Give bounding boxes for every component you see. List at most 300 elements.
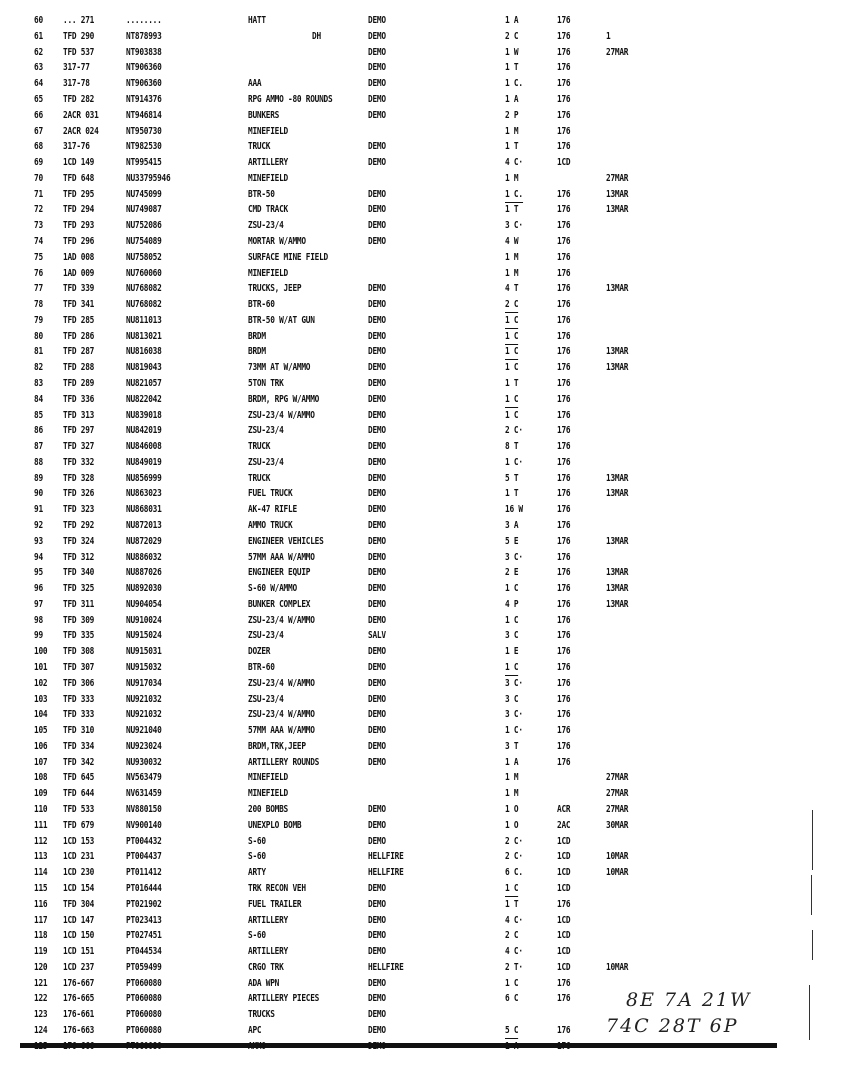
unit-id: 176-661 bbox=[63, 1009, 95, 1021]
unit-id: TFD 310 bbox=[63, 725, 95, 737]
target-description: TRUCK bbox=[248, 441, 271, 453]
grid-coordinate: NU887026 bbox=[126, 567, 162, 579]
grid-coordinate: NU839018 bbox=[126, 409, 162, 421]
target-description: ENGINEER EQUIP bbox=[248, 567, 311, 579]
action: HELLFIRE bbox=[368, 961, 404, 973]
action: DEMO bbox=[368, 62, 386, 74]
date: 13MAR bbox=[606, 346, 629, 358]
target-description: CRGO TRK bbox=[248, 961, 284, 973]
unit-id: 1CD 237 bbox=[63, 961, 95, 973]
unit-id: 1CD 151 bbox=[63, 946, 95, 957]
date: 1 bbox=[606, 30, 611, 42]
row-number: 102 bbox=[34, 677, 48, 689]
grid-coordinate: NU768082 bbox=[126, 283, 162, 295]
table-row bbox=[0, 944, 800, 959]
row-number: 85 bbox=[34, 409, 43, 421]
quantity-code: 4 T bbox=[505, 283, 519, 295]
target-description: BRDM bbox=[248, 346, 266, 358]
table-row bbox=[0, 502, 800, 517]
action: DEMO bbox=[368, 299, 386, 310]
target-description: APC bbox=[248, 1024, 262, 1036]
target-description: MORTAR W/AMMO bbox=[248, 235, 306, 247]
unit-id: TFD 340 bbox=[63, 567, 95, 579]
destination-unit: 176 bbox=[557, 598, 571, 610]
grid-coordinate: NU811013 bbox=[126, 314, 162, 326]
row-number: 90 bbox=[34, 488, 43, 500]
action: DEMO bbox=[368, 409, 386, 421]
quantity-code: 2 T· bbox=[505, 961, 523, 973]
grid-coordinate: NU813021 bbox=[126, 330, 162, 342]
action: DEMO bbox=[368, 882, 386, 894]
unit-id: TFD 304 bbox=[63, 898, 95, 910]
destination-unit: 1CD bbox=[557, 157, 571, 168]
action: DEMO bbox=[368, 725, 386, 737]
quantity-code: 1 M bbox=[505, 172, 519, 184]
quantity-code: 1 C. bbox=[505, 78, 523, 90]
row-number: 113 bbox=[34, 851, 48, 863]
destination-unit: 176 bbox=[557, 630, 571, 642]
unit-id: 1CD 231 bbox=[63, 851, 95, 863]
action: DEMO bbox=[368, 220, 386, 232]
table-row bbox=[0, 376, 800, 391]
table-row bbox=[0, 408, 800, 423]
action: DEMO bbox=[368, 520, 386, 531]
unit-id: TFD 308 bbox=[63, 646, 95, 658]
grid-coordinate: NU917034 bbox=[126, 677, 162, 689]
destination-unit: 176 bbox=[557, 283, 571, 295]
quantity-code: 4 C· bbox=[505, 157, 523, 168]
target-description: FUEL TRAILER bbox=[248, 898, 302, 910]
table-row bbox=[0, 660, 800, 675]
action: DEMO bbox=[368, 646, 386, 658]
target-description: TRUCKS bbox=[248, 1009, 275, 1021]
quantity-code: 2 C· bbox=[505, 851, 523, 863]
target-description: S-60 bbox=[248, 930, 266, 942]
quantity-code: 2 C bbox=[505, 30, 519, 42]
table-row bbox=[0, 881, 800, 896]
table-row bbox=[0, 534, 800, 549]
unit-id: TFD 309 bbox=[63, 614, 95, 626]
grid-coordinate: PT044534 bbox=[126, 946, 162, 957]
row-number: 117 bbox=[34, 914, 48, 926]
grid-coordinate: NT914376 bbox=[126, 93, 162, 105]
quantity-code: 3 C· bbox=[505, 709, 523, 721]
target-description: ZSU-23/4 bbox=[248, 630, 284, 642]
row-number: 83 bbox=[34, 377, 43, 389]
row-number: 72 bbox=[34, 204, 43, 216]
unit-id: TFD 295 bbox=[63, 188, 95, 200]
row-number: 109 bbox=[34, 788, 48, 800]
target-description: 200 BOMBS bbox=[248, 804, 289, 815]
quantity-code: 1 M bbox=[505, 772, 519, 784]
quantity-code: 1 T bbox=[505, 204, 519, 216]
grid-coordinate: NU904054 bbox=[126, 598, 162, 610]
unit-id: TFD 334 bbox=[63, 740, 95, 752]
action: DEMO bbox=[368, 472, 386, 484]
quantity-code: 6 C. bbox=[505, 867, 523, 879]
target-description: MINEFIELD bbox=[248, 125, 289, 137]
unit-id: TFD 537 bbox=[63, 46, 95, 58]
grid-coordinate: ........ bbox=[126, 15, 162, 26]
date: 27MAR bbox=[606, 172, 629, 184]
table-row bbox=[0, 108, 800, 123]
unit-id: TFD 311 bbox=[63, 598, 95, 610]
row-number: 101 bbox=[34, 662, 48, 673]
grid-coordinate: NU868031 bbox=[126, 504, 162, 516]
table-row bbox=[0, 755, 800, 770]
date: 13MAR bbox=[606, 188, 629, 200]
destination-unit: 176 bbox=[557, 267, 571, 279]
action: DEMO bbox=[368, 30, 386, 42]
table-row bbox=[0, 439, 800, 454]
unit-id: TFD 294 bbox=[63, 204, 95, 216]
quantity-code: 2 C bbox=[505, 297, 518, 313]
row-number: 114 bbox=[34, 867, 48, 879]
row-number: 99 bbox=[34, 630, 43, 642]
quantity-code: 1 A bbox=[505, 93, 519, 105]
action: DEMO bbox=[368, 78, 386, 90]
table-row bbox=[0, 550, 800, 565]
grid-coordinate: NU856999 bbox=[126, 472, 162, 484]
quantity-code: 1 T bbox=[505, 898, 519, 910]
handwritten-tally-line-2: 74C 28T 6P bbox=[606, 1015, 739, 1037]
grid-coordinate: NV900140 bbox=[126, 819, 162, 831]
unit-id: TFD 307 bbox=[63, 662, 95, 673]
row-number: 120 bbox=[34, 961, 48, 973]
grid-coordinate: PT016444 bbox=[126, 882, 162, 894]
destination-unit: 176 bbox=[557, 693, 571, 705]
date: 13MAR bbox=[606, 535, 629, 547]
destination-unit: 176 bbox=[557, 1024, 571, 1036]
grid-coordinate: NU930032 bbox=[126, 756, 162, 768]
action: DEMO bbox=[368, 930, 386, 942]
target-description: ENGINEER VEHICLES bbox=[248, 535, 324, 547]
destination-unit: 176 bbox=[557, 235, 571, 247]
row-number: 122 bbox=[34, 993, 48, 1005]
grid-coordinate: PT023413 bbox=[126, 914, 162, 926]
row-number: 66 bbox=[34, 109, 43, 121]
target-description: ZSU-23/4 bbox=[248, 425, 284, 437]
table-row bbox=[0, 218, 800, 233]
target-description: S-60 W/AMMO bbox=[248, 583, 297, 595]
quantity-code: 2 C bbox=[505, 930, 519, 942]
table-row bbox=[0, 313, 800, 328]
unit-id: 176-663 bbox=[63, 1024, 95, 1036]
table-row bbox=[0, 644, 800, 659]
grid-coordinate: PT027451 bbox=[126, 930, 162, 942]
quantity-code: 1 C. bbox=[505, 187, 523, 203]
table-row bbox=[0, 849, 800, 864]
quantity-code: 4 P bbox=[505, 598, 519, 610]
target-description: ARTILLERY PIECES bbox=[248, 993, 320, 1005]
action: DEMO bbox=[368, 756, 386, 768]
quantity-code: 1 C bbox=[505, 344, 518, 360]
destination-unit: 1CD bbox=[557, 882, 571, 894]
quantity-code: 2 C· bbox=[505, 425, 523, 437]
destination-unit: 176 bbox=[557, 709, 571, 721]
unit-id: TFD 306 bbox=[63, 677, 95, 689]
unit-id: TFD 297 bbox=[63, 425, 95, 437]
grid-coordinate: NU846008 bbox=[126, 441, 162, 453]
grid-coordinate: PT060080 bbox=[126, 1024, 162, 1036]
action: DEMO bbox=[368, 614, 386, 626]
grid-coordinate: PT060080 bbox=[126, 977, 162, 989]
table-row bbox=[0, 913, 800, 928]
grid-coordinate: NU760060 bbox=[126, 267, 162, 279]
row-number: 115 bbox=[34, 882, 48, 894]
unit-id: TFD 679 bbox=[63, 819, 95, 831]
table-row bbox=[0, 960, 800, 975]
row-number: 86 bbox=[34, 425, 43, 437]
unit-id: TFD 325 bbox=[63, 583, 95, 595]
target-description: ARTILLERY bbox=[248, 946, 289, 957]
table-row bbox=[0, 739, 800, 754]
unit-id: 1CD 230 bbox=[63, 867, 95, 879]
quantity-code: 1 C bbox=[505, 392, 518, 408]
row-number: 124 bbox=[34, 1024, 48, 1036]
table-row bbox=[0, 250, 800, 265]
target-description: BTR-50 W/AT GUN bbox=[248, 314, 315, 326]
target-description: UNEXPLO BOMB bbox=[248, 819, 302, 831]
table-row bbox=[0, 13, 800, 28]
row-number: 60 bbox=[34, 15, 43, 26]
quantity-code: 1 T bbox=[505, 141, 519, 153]
action: DEMO bbox=[368, 709, 386, 721]
date: 13MAR bbox=[606, 283, 629, 295]
grid-coordinate: NU886032 bbox=[126, 551, 162, 563]
unit-id: 1AD 009 bbox=[63, 267, 95, 279]
grid-coordinate: PT060080 bbox=[126, 1009, 162, 1021]
action: DEMO bbox=[368, 693, 386, 705]
margin-mark bbox=[812, 930, 813, 960]
row-number: 92 bbox=[34, 520, 43, 531]
target-description: ZSU-23/4 W/AMMO bbox=[248, 614, 315, 626]
grid-coordinate: NU768082 bbox=[126, 299, 162, 310]
row-number: 123 bbox=[34, 1009, 48, 1021]
row-number: 100 bbox=[34, 646, 48, 658]
date: 30MAR bbox=[606, 819, 629, 831]
action: DEMO bbox=[368, 835, 386, 847]
grid-coordinate: NT946814 bbox=[126, 109, 162, 121]
target-description: S-60 bbox=[248, 851, 266, 863]
row-number: 73 bbox=[34, 220, 43, 232]
row-number: 98 bbox=[34, 614, 43, 626]
grid-coordinate: NU921040 bbox=[126, 725, 162, 737]
destination-unit: 2AC bbox=[557, 819, 571, 831]
quantity-code: 5 T bbox=[505, 472, 519, 484]
target-description: BTR-50 bbox=[248, 188, 275, 200]
date: 13MAR bbox=[606, 362, 629, 374]
grid-coordinate: NV563479 bbox=[126, 772, 162, 784]
target-description: BRDM,TRK,JEEP bbox=[248, 740, 306, 752]
unit-id: TFD 290 bbox=[63, 30, 95, 42]
table-row bbox=[0, 597, 800, 612]
quantity-code: 1 M bbox=[505, 788, 519, 800]
quantity-code: 1 A bbox=[505, 15, 519, 26]
destination-unit: 176 bbox=[557, 725, 571, 737]
quantity-code: 4 W bbox=[505, 235, 519, 247]
destination-unit: 176 bbox=[557, 583, 571, 595]
table-row bbox=[0, 676, 800, 691]
unit-id: 317-77 bbox=[63, 62, 90, 74]
action: DEMO bbox=[368, 1024, 386, 1036]
destination-unit: 176 bbox=[557, 535, 571, 547]
row-number: 65 bbox=[34, 93, 43, 105]
action: DEMO bbox=[368, 977, 386, 989]
quantity-code: 1 T bbox=[505, 488, 519, 500]
grid-coordinate: NU915031 bbox=[126, 646, 162, 658]
unit-id: TFD 333 bbox=[63, 709, 95, 721]
unit-id: TFD 293 bbox=[63, 220, 95, 232]
table-row bbox=[0, 486, 800, 501]
unit-id: TFD 312 bbox=[63, 551, 95, 563]
table-row bbox=[0, 139, 800, 154]
unit-id: TFD 288 bbox=[63, 362, 95, 374]
quantity-code: 1 W bbox=[505, 46, 519, 58]
row-number: 118 bbox=[34, 930, 48, 942]
action: DEMO bbox=[368, 819, 386, 831]
table-row bbox=[0, 471, 800, 486]
action: DEMO bbox=[368, 109, 386, 121]
row-number: 121 bbox=[34, 977, 48, 989]
row-number: 74 bbox=[34, 235, 43, 247]
grid-coordinate: NV880150 bbox=[126, 804, 162, 815]
date: 27MAR bbox=[606, 788, 629, 800]
action: DEMO bbox=[368, 677, 386, 689]
action: DEMO bbox=[368, 551, 386, 563]
unit-id: TFD 285 bbox=[63, 314, 95, 326]
target-description: 57MM AAA W/AMMO bbox=[248, 725, 315, 737]
grid-coordinate: NT950730 bbox=[126, 125, 162, 137]
grid-coordinate: NU754089 bbox=[126, 235, 162, 247]
grid-coordinate: NT906360 bbox=[126, 78, 162, 90]
grid-coordinate: NU915024 bbox=[126, 630, 162, 642]
unit-id: ... 271 bbox=[63, 15, 95, 26]
row-number: 88 bbox=[34, 456, 43, 468]
date: 13MAR bbox=[606, 488, 629, 500]
unit-id: TFD 324 bbox=[63, 535, 95, 547]
quantity-code: 1 C· bbox=[505, 456, 523, 468]
row-number: 84 bbox=[34, 393, 43, 405]
destination-unit: 176 bbox=[557, 488, 571, 500]
table-row bbox=[0, 60, 800, 75]
action: DEMO bbox=[368, 567, 386, 579]
grid-coordinate: NU822042 bbox=[126, 393, 162, 405]
action: DEMO bbox=[368, 283, 386, 295]
margin-mark bbox=[812, 810, 813, 870]
table-row bbox=[0, 613, 800, 628]
unit-id: TFD 648 bbox=[63, 172, 95, 184]
target-description: AK-47 RIFLE bbox=[248, 504, 297, 516]
row-number: 108 bbox=[34, 772, 48, 784]
row-number: 64 bbox=[34, 78, 43, 90]
row-number: 89 bbox=[34, 472, 43, 484]
row-number: 62 bbox=[34, 46, 43, 58]
target-description: BTR-60 bbox=[248, 299, 275, 310]
quantity-code: 1 A bbox=[505, 756, 519, 768]
row-number: 77 bbox=[34, 283, 43, 295]
quantity-code: 4 C· bbox=[505, 946, 523, 957]
target-description: BTR-60 bbox=[248, 662, 275, 673]
target-description: BUNKERS bbox=[248, 109, 280, 121]
unit-id: TFD 313 bbox=[63, 409, 95, 421]
row-number: 63 bbox=[34, 62, 43, 74]
action: DEMO bbox=[368, 15, 386, 26]
destination-unit: 176 bbox=[557, 78, 571, 90]
action: DEMO bbox=[368, 441, 386, 453]
destination-unit: 176 bbox=[557, 220, 571, 232]
quantity-code: 1 C bbox=[505, 313, 518, 329]
table-row bbox=[0, 818, 800, 833]
destination-unit: 176 bbox=[557, 141, 571, 153]
unit-id: 176-665 bbox=[63, 993, 95, 1005]
target-description: ZSU-23/4 bbox=[248, 456, 284, 468]
row-number: 104 bbox=[34, 709, 48, 721]
destination-unit: 176 bbox=[557, 567, 571, 579]
action: DEMO bbox=[368, 141, 386, 153]
unit-id: TFD 282 bbox=[63, 93, 95, 105]
action: DEMO bbox=[368, 504, 386, 516]
quantity-code: 1 E bbox=[505, 646, 519, 658]
unit-id: 1AD 008 bbox=[63, 251, 95, 263]
destination-unit: 176 bbox=[557, 93, 571, 105]
row-number: 93 bbox=[34, 535, 43, 547]
destination-unit: 176 bbox=[557, 314, 571, 326]
row-number: 76 bbox=[34, 267, 43, 279]
destination-unit: 1CD bbox=[557, 867, 571, 879]
quantity-code: 3 C· bbox=[505, 677, 523, 689]
grid-coordinate: NU842019 bbox=[126, 425, 162, 437]
destination-unit: 176 bbox=[557, 898, 571, 910]
action: DEMO bbox=[368, 535, 386, 547]
date: 13MAR bbox=[606, 472, 629, 484]
grid-coordinate: PT021902 bbox=[126, 898, 162, 910]
destination-unit: 176 bbox=[557, 30, 571, 42]
target-description: MINEFIELD bbox=[248, 172, 289, 184]
table-row bbox=[0, 124, 800, 139]
action: DEMO bbox=[368, 898, 386, 910]
unit-id: TFD 335 bbox=[63, 630, 95, 642]
unit-id: TFD 332 bbox=[63, 456, 95, 468]
action: DEMO bbox=[368, 188, 386, 200]
unit-id: TFD 292 bbox=[63, 520, 95, 531]
action: SALV bbox=[368, 630, 386, 642]
destination-unit: 176 bbox=[557, 62, 571, 74]
destination-unit: 176 bbox=[557, 756, 571, 768]
destination-unit: 176 bbox=[557, 614, 571, 626]
row-number: 81 bbox=[34, 346, 43, 358]
destination-unit: 176 bbox=[557, 662, 571, 673]
table-row bbox=[0, 928, 800, 943]
table-row bbox=[0, 329, 800, 344]
destination-unit: 176 bbox=[557, 125, 571, 137]
date: 10MAR bbox=[606, 867, 629, 879]
target-description: FUEL TRUCK bbox=[248, 488, 293, 500]
unit-id: TFD 289 bbox=[63, 377, 95, 389]
margin-mark bbox=[811, 875, 812, 915]
quantity-code: 3 C· bbox=[505, 220, 523, 232]
destination-unit: 176 bbox=[557, 393, 571, 405]
grid-coordinate: NU745099 bbox=[126, 188, 162, 200]
row-number: 110 bbox=[34, 804, 48, 815]
quantity-code: 1 M bbox=[505, 251, 519, 263]
table-row bbox=[0, 707, 800, 722]
table-row bbox=[0, 360, 800, 375]
table-row bbox=[0, 155, 800, 170]
action: DEMO bbox=[368, 204, 386, 216]
grid-coordinate: NU821057 bbox=[126, 377, 162, 389]
grid-coordinate: NU758052 bbox=[126, 251, 162, 263]
